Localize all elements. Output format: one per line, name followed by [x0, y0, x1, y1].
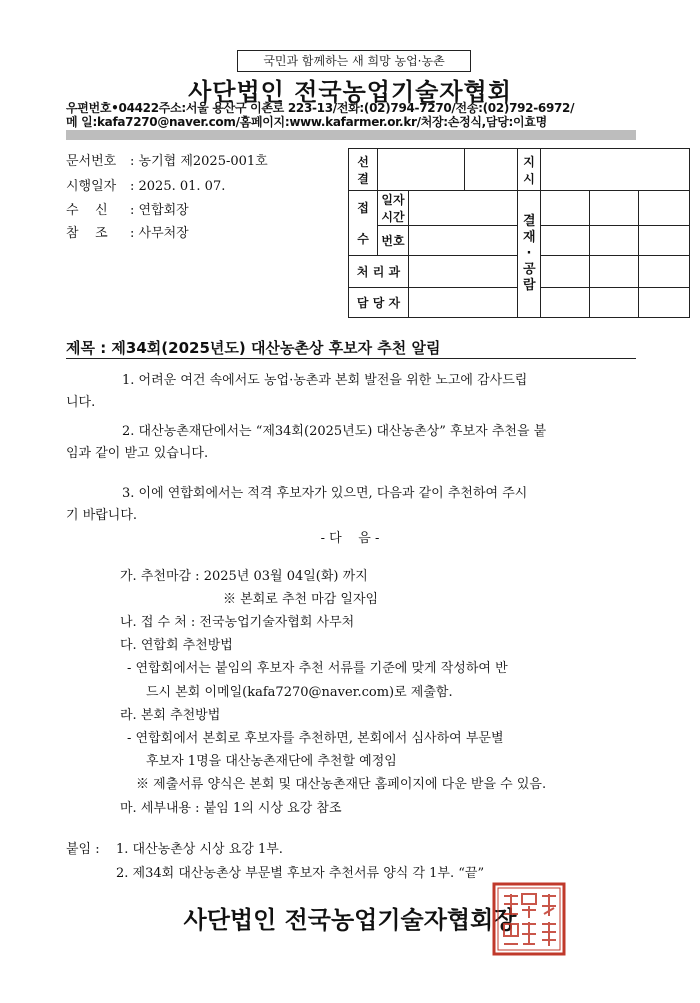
meta-key: 참 조	[66, 226, 108, 241]
approval-beonho: 번호	[378, 226, 409, 256]
paragraph-line: 2. 대산농촌재단에서는 “제34회(2025년도) 대산농촌상” 후보자 추천을 붙	[122, 424, 547, 439]
item-da-detail-1: - 연합회에서는 붙임의 후보자 추천 서류를 기준에 맞게 작성하여 반	[127, 661, 508, 676]
approval-cell	[639, 191, 690, 226]
meta-value: : 농기협 제2025-001호	[130, 154, 268, 169]
approval-cell	[378, 149, 465, 191]
paragraph-2	[66, 421, 636, 465]
approval-label: 결재·공람	[523, 214, 536, 293]
approval-seongyeol	[349, 149, 378, 191]
approval-label: 결	[357, 171, 369, 186]
item-na: 나. 접 수 처 : 전국농업기술자협회 사무처	[120, 615, 355, 630]
approval-jeopsu	[349, 191, 378, 256]
approval-cell	[541, 256, 590, 288]
approval-label: 접	[357, 201, 369, 215]
item-ga: 가. 추천마감 : 2025년 03월 04일(화) 까지	[120, 569, 368, 584]
approval-cell	[639, 288, 690, 318]
approval-cell	[465, 149, 518, 191]
meta-key: 시행일자	[66, 179, 117, 194]
meta-recipient	[66, 199, 189, 218]
approval-cell	[409, 288, 518, 318]
paragraph-3	[66, 483, 636, 527]
attachment-label: 붙임 :	[66, 842, 100, 857]
item-ra-note: ※ 제출서류 양식은 본회 및 대산농촌재단 홈페이지에 다운 받을 수 있음.	[136, 777, 547, 792]
approval-cheorigwa: 처 리 과	[349, 256, 409, 288]
attachment-item-1: 1. 대산농촌상 시상 요강 1부.	[116, 842, 283, 857]
attachment-item-2: 2. 제34회 대산농촌상 부문별 후보자 추천서류 양식 각 1부. “끝”	[116, 866, 485, 881]
approval-cell	[409, 256, 518, 288]
meta-reference	[66, 222, 189, 241]
approval-cell	[409, 226, 518, 256]
da-eum-heading: - 다 음 -	[320, 531, 380, 546]
approval-cell	[541, 288, 590, 318]
item-ra-detail-1: - 연합회에서 본회로 후보자를 추천하면, 본회에서 심사하여 부문별	[127, 731, 504, 746]
approval-table	[348, 148, 690, 318]
paragraph-line: 임과 같이 받고 있습니다.	[66, 446, 209, 461]
approval-label: 시간	[381, 210, 405, 224]
item-da: 다. 연합회 추천방법	[120, 638, 233, 653]
approval-damdangja: 담 당 자	[349, 288, 409, 318]
item-ra: 라. 본회 추천방법	[120, 708, 221, 723]
contact-line-1: 우편번호•04422주소:서울 용산구 이촌로 223-13/전화:(02)794-7270/전송:(02)792-6972/	[66, 101, 575, 115]
approval-label: 일자	[381, 193, 405, 207]
approval-cell	[590, 226, 639, 256]
approval-cell	[541, 149, 690, 191]
header-divider	[66, 130, 636, 140]
approval-label: 선	[357, 154, 369, 169]
subject-divider	[66, 358, 636, 359]
paragraph-line: 기 바랍니다.	[66, 508, 138, 523]
meta-value: : 사무처장	[130, 226, 189, 241]
approval-cell	[590, 256, 639, 288]
meta-key: 문서번호	[66, 154, 117, 169]
item-da-detail-2: 드시 본회 이메일(kafa7270@naver.com)로 제출함.	[146, 685, 453, 700]
approval-cell	[590, 191, 639, 226]
item-ga-note: ※ 본회로 추천 마감 일자임	[223, 592, 379, 607]
approval-label: 지	[523, 154, 535, 169]
paragraph-line: 3. 이에 연합회에서는 적격 후보자가 있으면, 다음과 같이 추천하여 주시	[122, 486, 528, 501]
approval-gyeoljae	[518, 191, 541, 318]
slogan-box: 국민과 함께하는 새 희망 농업·농촌	[237, 50, 471, 72]
meta-value: : 2025. 01. 07.	[130, 179, 226, 194]
item-ra-detail-2: 후보자 1명을 대산농촌재단에 추천할 예정임	[146, 754, 397, 769]
approval-jisi	[518, 149, 541, 191]
meta-value: : 연합회장	[130, 203, 189, 218]
meta-doc-number	[66, 150, 268, 169]
paragraph-line: 니다.	[66, 395, 96, 410]
meta-key: 수 신	[66, 203, 108, 218]
approval-cell	[639, 256, 690, 288]
item-ma: 마. 세부내용 : 붙임 1의 시상 요강 참조	[120, 801, 342, 816]
document-subject: 제목 : 제34회(2025년도) 대산농촌상 후보자 추천 알림	[66, 339, 441, 357]
approval-cell	[639, 226, 690, 256]
paragraph-1	[66, 370, 636, 414]
contact-line-2: 메 일:kafa7270@naver.com/홈페이지:www.kafarmer.or.kr/처장:손정식,담당:이효명	[66, 115, 547, 129]
signature-title: 사단법인 전국농업기술자협회장	[183, 906, 517, 934]
approval-cell	[541, 226, 590, 256]
org-name: 사단법인 전국농업기술자협회	[188, 78, 512, 106]
approval-label: 수	[357, 232, 369, 246]
approval-label: 시	[523, 171, 535, 186]
meta-date	[66, 175, 225, 194]
approval-cell	[590, 288, 639, 318]
approval-cell	[409, 191, 518, 226]
paragraph-line: 1. 어려운 여건 속에서도 농업·농촌과 본회 발전을 위한 노고에 감사드립	[122, 373, 528, 388]
official-seal	[492, 882, 566, 956]
approval-ilja	[378, 191, 409, 226]
approval-cell	[541, 191, 590, 226]
